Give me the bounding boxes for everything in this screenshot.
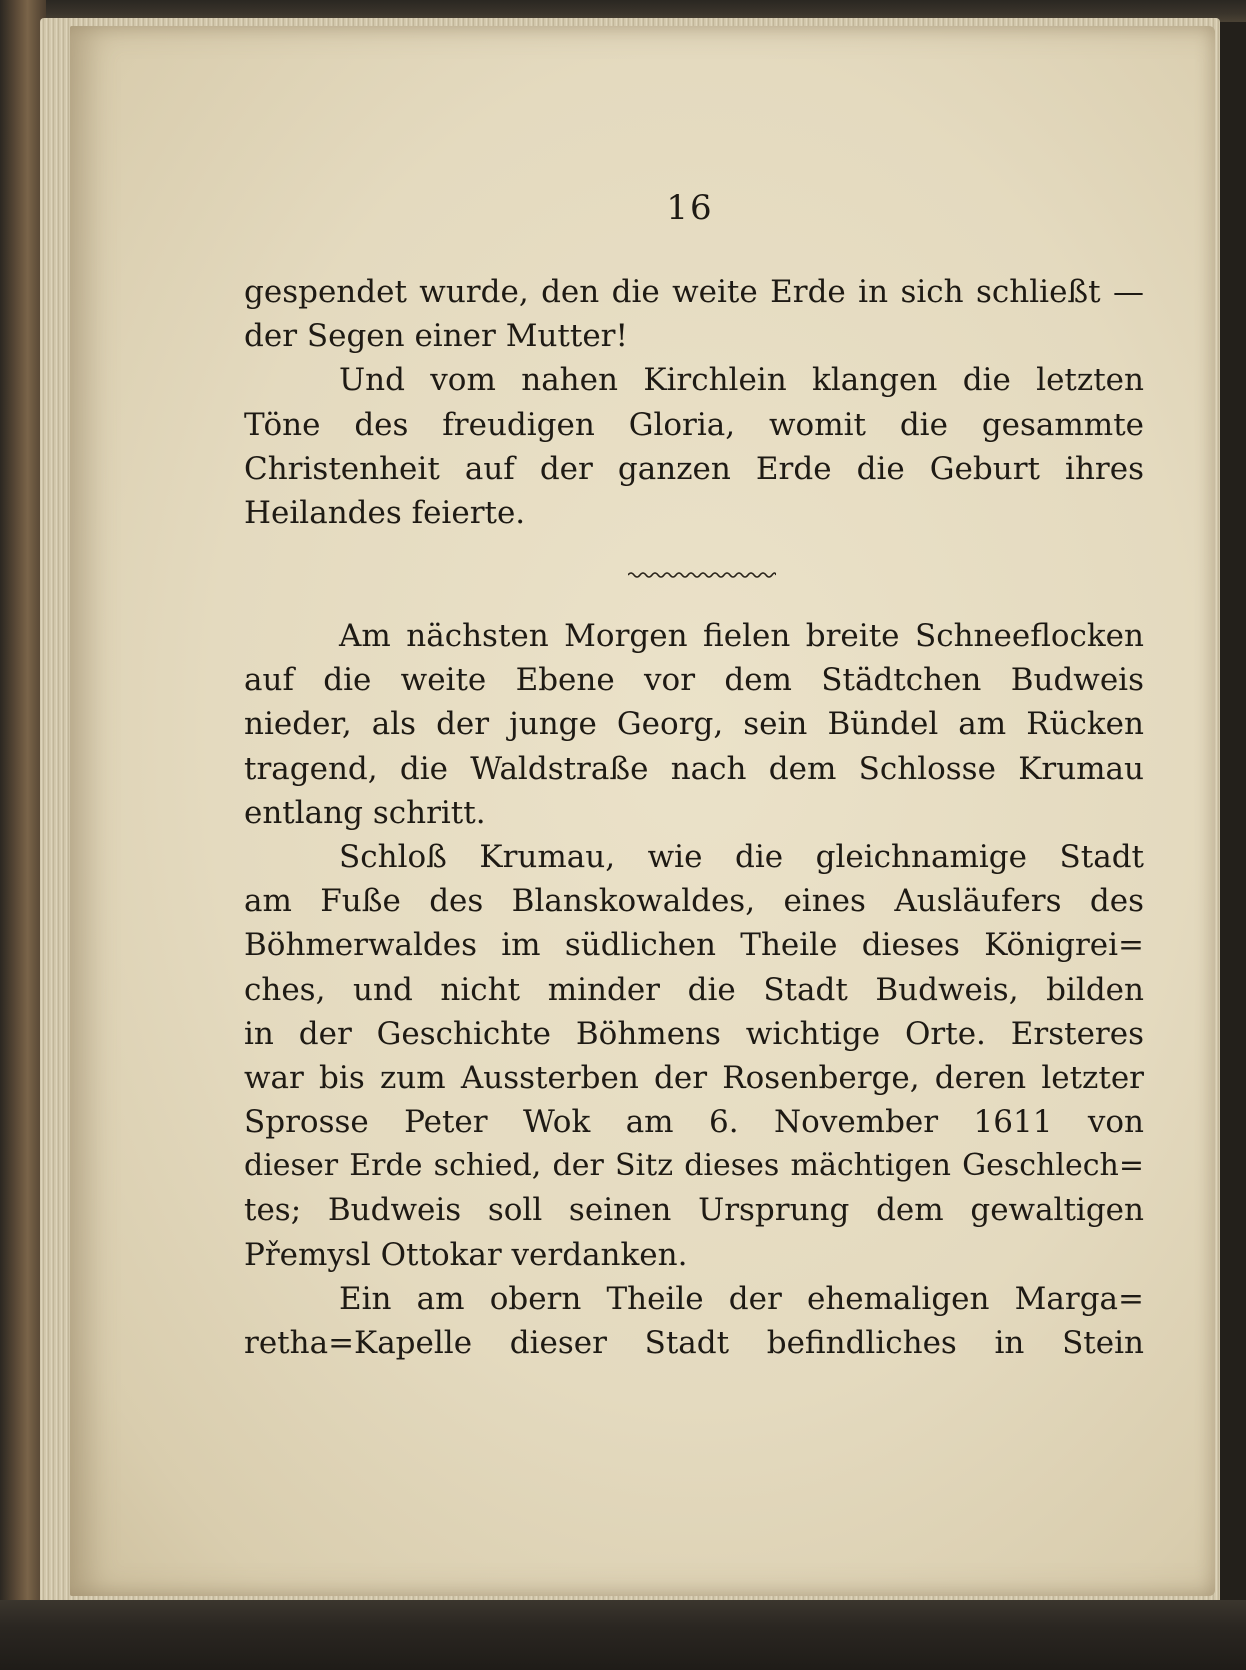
text-line: nieder, als der junge Georg, sein Bündel am Rücken	[244, 706, 1144, 743]
text-line: in der Geschichte Böhmens wichtige Orte. Ersteres	[244, 1015, 1144, 1052]
text-line: tragend, die Waldstraße nach dem Schlosse Krumau	[244, 750, 1144, 787]
text-line: gespendet wurde, den die weite Erde in sich schließt —	[244, 274, 1144, 310]
text-line: Und vom nahen Kirchlein klangen die letzten	[339, 362, 1144, 399]
text-line: retha=Kapelle dieser Stadt befindliches in Stein	[244, 1325, 1144, 1361]
text-line: dieser Erde schied, der Sitz dieses mächtigen Geschlech=	[244, 1148, 1144, 1184]
text-line: Töne des freudigen Gloria, womit die gesammte	[244, 406, 1144, 443]
text-line: der Segen einer Mutter!	[244, 318, 628, 355]
paragraph-block-1	[244, 270, 1144, 535]
text-line: Schloß Krumau, wie die gleichnamige Stadt	[339, 838, 1144, 875]
paragraph-block-2	[244, 614, 1144, 1365]
text-line: Přemysl Ottokar verdanken.	[244, 1236, 688, 1273]
text-line: ches, und nicht minder die Stadt Budweis, bilden	[244, 971, 1144, 1008]
text-line: war bis zum Aussterben der Rosenberge, deren letzter	[244, 1059, 1144, 1096]
text-line: Am nächsten Morgen fielen breite Schneeflocken	[339, 618, 1144, 654]
text-line: entlang schritt.	[244, 794, 486, 831]
text-line: Ein am obern Theile der ehemaligen Marga=	[339, 1280, 1144, 1317]
page-number: 16	[666, 188, 714, 228]
text-line: tes; Budweis soll seinen Ursprung dem gewaltigen	[244, 1192, 1144, 1229]
section-divider-ornament	[628, 570, 776, 580]
text-line: Heilandes feierte.	[244, 494, 526, 531]
text-line: am Fuße des Blanskowaldes, eines Ausläufers des	[244, 883, 1144, 920]
book-cover-bottom-edge	[0, 1600, 1246, 1670]
text-line: Sprosse Peter Wok am 6. November 1611 von	[244, 1104, 1144, 1141]
text-line: auf die weite Ebene vor dem Städtchen Budweis	[244, 662, 1144, 699]
text-line: Christenheit auf der ganzen Erde die Geburt ihres	[244, 450, 1144, 487]
text-line: Böhmerwaldes im südlichen Theile dieses Königrei=	[244, 927, 1144, 964]
